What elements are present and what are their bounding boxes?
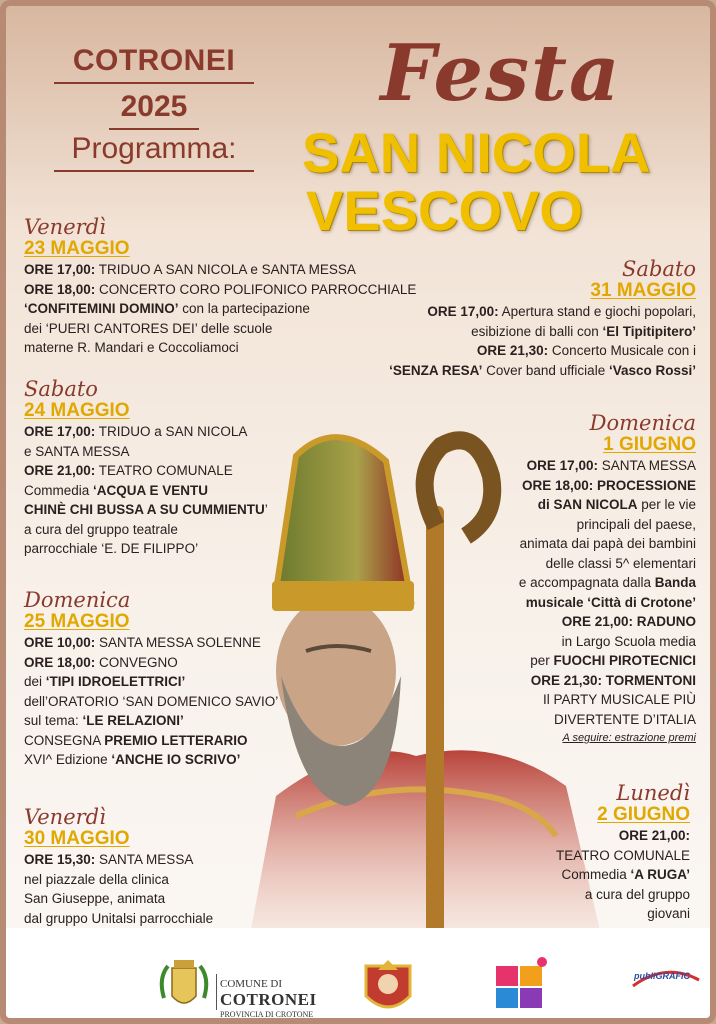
event-line: Commedia ‘A RUGA’ <box>561 867 690 882</box>
town-name: COTRONEI <box>72 44 236 77</box>
comune-line1: COMUNE DI <box>220 978 283 990</box>
event-line: ORE 18,00: CONVEGNO <box>24 654 178 670</box>
year-underline <box>109 128 199 130</box>
event-line: nel piazzale della clinica <box>24 871 169 887</box>
event-line: CONSEGNA PREMIO LETTERARIO <box>24 732 248 748</box>
event-line: ORE 21,00: RADUNO <box>561 614 696 629</box>
event-line: musicale ‘Città di Crotone’ <box>525 594 696 610</box>
event-line: ORE 17,00: TRIDUO a SAN NICOLA <box>24 424 248 439</box>
event-line: ‘SENZA RESA’ Cover band ufficiale ‘Vasco Rossi’ <box>389 362 696 378</box>
heading-underline <box>54 82 254 84</box>
comune-line2: COTRONEI <box>220 990 317 1009</box>
event-line: dei ‘TIPI IDROELETTRICI’ <box>24 674 186 689</box>
event-line: a cura del gruppo <box>584 886 690 902</box>
year: 2025 <box>120 90 188 123</box>
event-date: 31 MAGGIO <box>590 280 696 301</box>
programma-underline <box>54 170 254 172</box>
event-date: 25 MAGGIO <box>24 611 130 632</box>
event-line: parrocchiale ‘E. DE FILIPPO’ <box>24 541 199 556</box>
event-date: 2 GIUGNO <box>597 804 690 825</box>
publigrafic-label: publiGRAFIC <box>634 971 690 981</box>
event-line: CHINÈ CHI BUSSA A SU CUMMIENTU’ <box>24 502 268 517</box>
event-date: 24 MAGGIO <box>24 400 130 421</box>
event-line: a cura del gruppo teatrale <box>24 521 178 537</box>
event-block-2-giugno <box>490 782 690 943</box>
event-line: San Giuseppe, animata <box>24 891 166 906</box>
event-line: esibizione di balli con ‘El Tipitipitero’ <box>471 323 696 339</box>
puzzle-logo-icon <box>486 954 556 1020</box>
event-line: giovani <box>647 906 690 921</box>
event-line: ORE 21,30: TORMENTONI <box>530 672 696 688</box>
event-line: per FUOCHI PIROTECNICI <box>530 653 696 668</box>
comune-label <box>220 978 317 1019</box>
event-line: sul tema: ‘LE RELAZIONI’ <box>24 713 184 728</box>
event-line: ORE 17,00: Apertura stand e giochi popolari, <box>427 304 696 319</box>
event-line: ORE 17,00: TRIDUO A SAN NICOLA e SANTA MESSA <box>24 262 356 277</box>
event-day: Domenica <box>589 411 696 435</box>
event-line: ORE 15,30: SANTA MESSA <box>24 852 194 867</box>
event-line: e accompagnata dalla Banda <box>518 575 696 590</box>
event-line: dell’ORATORIO ‘SAN DOMENICO SAVIO’ <box>24 693 279 709</box>
event-line: DIVERTENTE D’ITALIA <box>553 711 696 727</box>
event-line: ORE 17,00: SANTA MESSA <box>526 458 696 473</box>
event-block-31-maggio <box>366 258 696 380</box>
footer-divider <box>216 974 217 1010</box>
saint-title-line2: VESCOVO <box>306 179 583 242</box>
event-line: dal gruppo Unitalsi parrocchiale <box>24 910 214 926</box>
event-block-1-giugno <box>456 412 696 749</box>
event-line: ORE 21,30: Concerto Musicale con i <box>476 343 696 358</box>
event-date: 1 GIUGNO <box>603 434 696 455</box>
comune-line3: PROVINCIA DI CROTONE <box>220 1010 314 1019</box>
event-line: e SANTA MESSA <box>24 443 130 459</box>
event-line: TEATRO COMUNALE <box>555 847 690 863</box>
event-line: in Largo Scuola media <box>561 633 696 649</box>
comune-crest-icon <box>156 958 212 1018</box>
event-line: ORE 10,00: SANTA MESSA SOLENNE <box>24 635 261 650</box>
saint-title-line1: SAN NICOLA <box>302 121 651 184</box>
event-line: dei ‘PUERI CANTORES DEI’ delle scuole <box>24 320 273 336</box>
event-line: principali del paese, <box>576 516 696 532</box>
event-day: Domenica <box>24 588 131 612</box>
event-line: ORE 21,00: <box>618 828 690 843</box>
event-line: di SAN NICOLA per le vie <box>537 497 696 512</box>
event-line: ‘CONFITEMINI DOMINO’ con la partecipazione <box>24 301 310 316</box>
event-day: Lunedì <box>616 781 690 805</box>
event-block-25-maggio <box>24 589 314 770</box>
event-day: Venerdì <box>24 805 106 829</box>
event-day: Sabato <box>24 377 98 401</box>
event-block-23-maggio <box>24 216 424 358</box>
parish-logo-icon <box>358 956 418 1022</box>
event-day: Sabato <box>622 257 696 281</box>
event-block-24-maggio <box>24 378 304 559</box>
event-date: 30 MAGGIO <box>24 828 130 849</box>
program-heading <box>36 44 272 172</box>
event-line: XVI^ Edizione ‘ANCHE IO SCRIVO’ <box>24 752 241 767</box>
event-line: ORE 18,00: CONCERTO CORO POLIFONICO PARROCCHIALE <box>24 281 417 297</box>
programma-label: Programma: <box>71 132 237 165</box>
event-line: delle classi 5^ elementari <box>545 555 696 571</box>
event-line: ORE 18,00: PROCESSIONE <box>521 477 696 493</box>
event-date: 23 MAGGIO <box>24 238 130 259</box>
event-line: animata dai papà dei bambini <box>519 536 696 551</box>
event-line: ORE 21,00: TEATRO COMUNALE <box>24 463 233 478</box>
event-day: Venerdì <box>24 215 106 239</box>
event-line: Commedia ‘ACQUA E VENTU <box>24 482 209 498</box>
event-line: Il PARTY MUSICALE PIÙ <box>542 692 696 707</box>
event-block-30-maggio <box>24 806 264 928</box>
event-note: A seguire: estrazione premi <box>562 732 696 744</box>
event-line: materne R. Mandari e Coccoliamoci <box>24 340 239 355</box>
festa-title: Festa <box>380 28 622 119</box>
